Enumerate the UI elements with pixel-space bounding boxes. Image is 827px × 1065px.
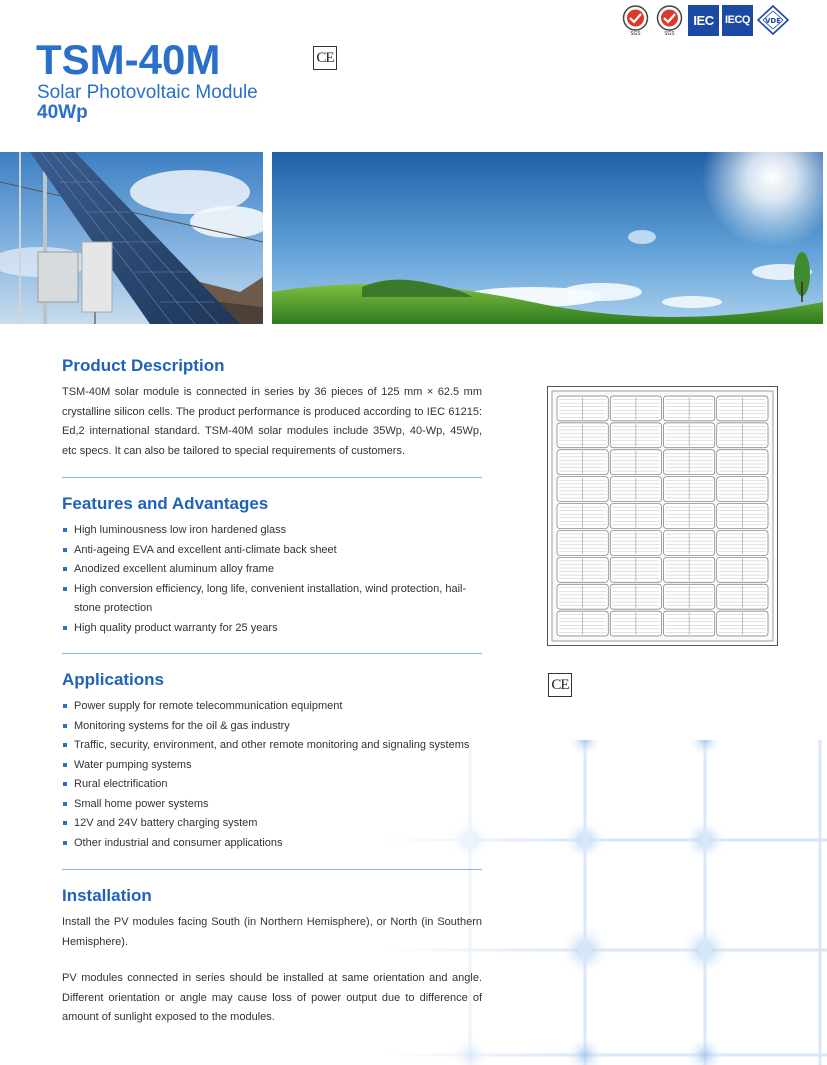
list-item: Anti-ageing EVA and excellent anti-climate back sheet [62, 541, 482, 561]
installation-paragraph-2: PV modules connected in series should be installed at same orientation and angle. Different orientation or angle may cause loss of power output due to difference of amount of sunlight exposed to the modules. [62, 972, 482, 1023]
list-item: High luminousness low iron hardened glass [62, 521, 482, 541]
product-description-text: TSM-40M solar module is connected in series by 36 pieces of 125 mm × 62.5 mm crystalline silicon cells. The product performance is produced according to IEC 61215: Ed,2 international standard. TSM-40M solar modules include 35Wp, 40-Wp, 45Wp, etc specs. It can also be tailored to special requirements of customers. [62, 386, 482, 457]
list-item: Anodized excellent aluminum alloy frame [62, 560, 482, 580]
product-description-heading: Product Description [62, 356, 225, 375]
sgs-certification-icon [654, 4, 685, 36]
applications-list [62, 697, 482, 853]
installation-heading: Installation [62, 886, 152, 905]
list-item: High conversion efficiency, long life, convenient installation, wind protection, hail-stone protection [62, 580, 482, 619]
svg-text:SGS: SGS [664, 31, 675, 36]
list-item: Rural electrification [62, 775, 482, 795]
svg-text:VDE: VDE [764, 17, 782, 25]
product-power-rating: 40Wp [37, 102, 88, 123]
solar-installation-photo [0, 152, 263, 324]
section-divider [62, 477, 482, 478]
list-item: Traffic, security, environment, and other remote monitoring and signaling systems [62, 736, 482, 756]
list-item: Monitoring systems for the oil & gas industry [62, 717, 482, 737]
applications-heading: Applications [62, 670, 165, 689]
list-item: Small home power systems [62, 795, 482, 815]
section-divider [62, 653, 482, 654]
certification-logos [620, 4, 790, 36]
ce-mark-icon: CE [313, 46, 337, 70]
list-item: 12V and 24V battery charging system [62, 814, 482, 834]
landscape-sky-photo [272, 152, 823, 324]
section-divider [62, 869, 482, 870]
svg-text:SGS: SGS [630, 31, 641, 36]
list-item: Other industrial and consumer applications [62, 834, 482, 854]
vde-certification-icon [756, 4, 790, 36]
list-item: Power supply for remote telecommunication equipment [62, 697, 482, 717]
list-item: Water pumping systems [62, 756, 482, 776]
features-heading: Features and Advantages [62, 494, 269, 513]
ce-mark-icon: CE [548, 673, 572, 697]
iecq-certification-icon: IECQ [722, 5, 753, 36]
solar-module-diagram [547, 386, 778, 646]
list-item: High quality product warranty for 25 years [62, 619, 482, 639]
product-subtitle: Solar Photovoltaic Module [37, 82, 258, 103]
product-title: TSM-40M [36, 36, 221, 83]
sgs-certification-icon [620, 4, 651, 36]
features-list [62, 521, 482, 638]
iec-certification-icon: IEC [688, 5, 719, 36]
installation-paragraph-1: Install the PV modules facing South (in Northern Hemisphere), or North (in Southern Hemisphere). [62, 916, 482, 948]
